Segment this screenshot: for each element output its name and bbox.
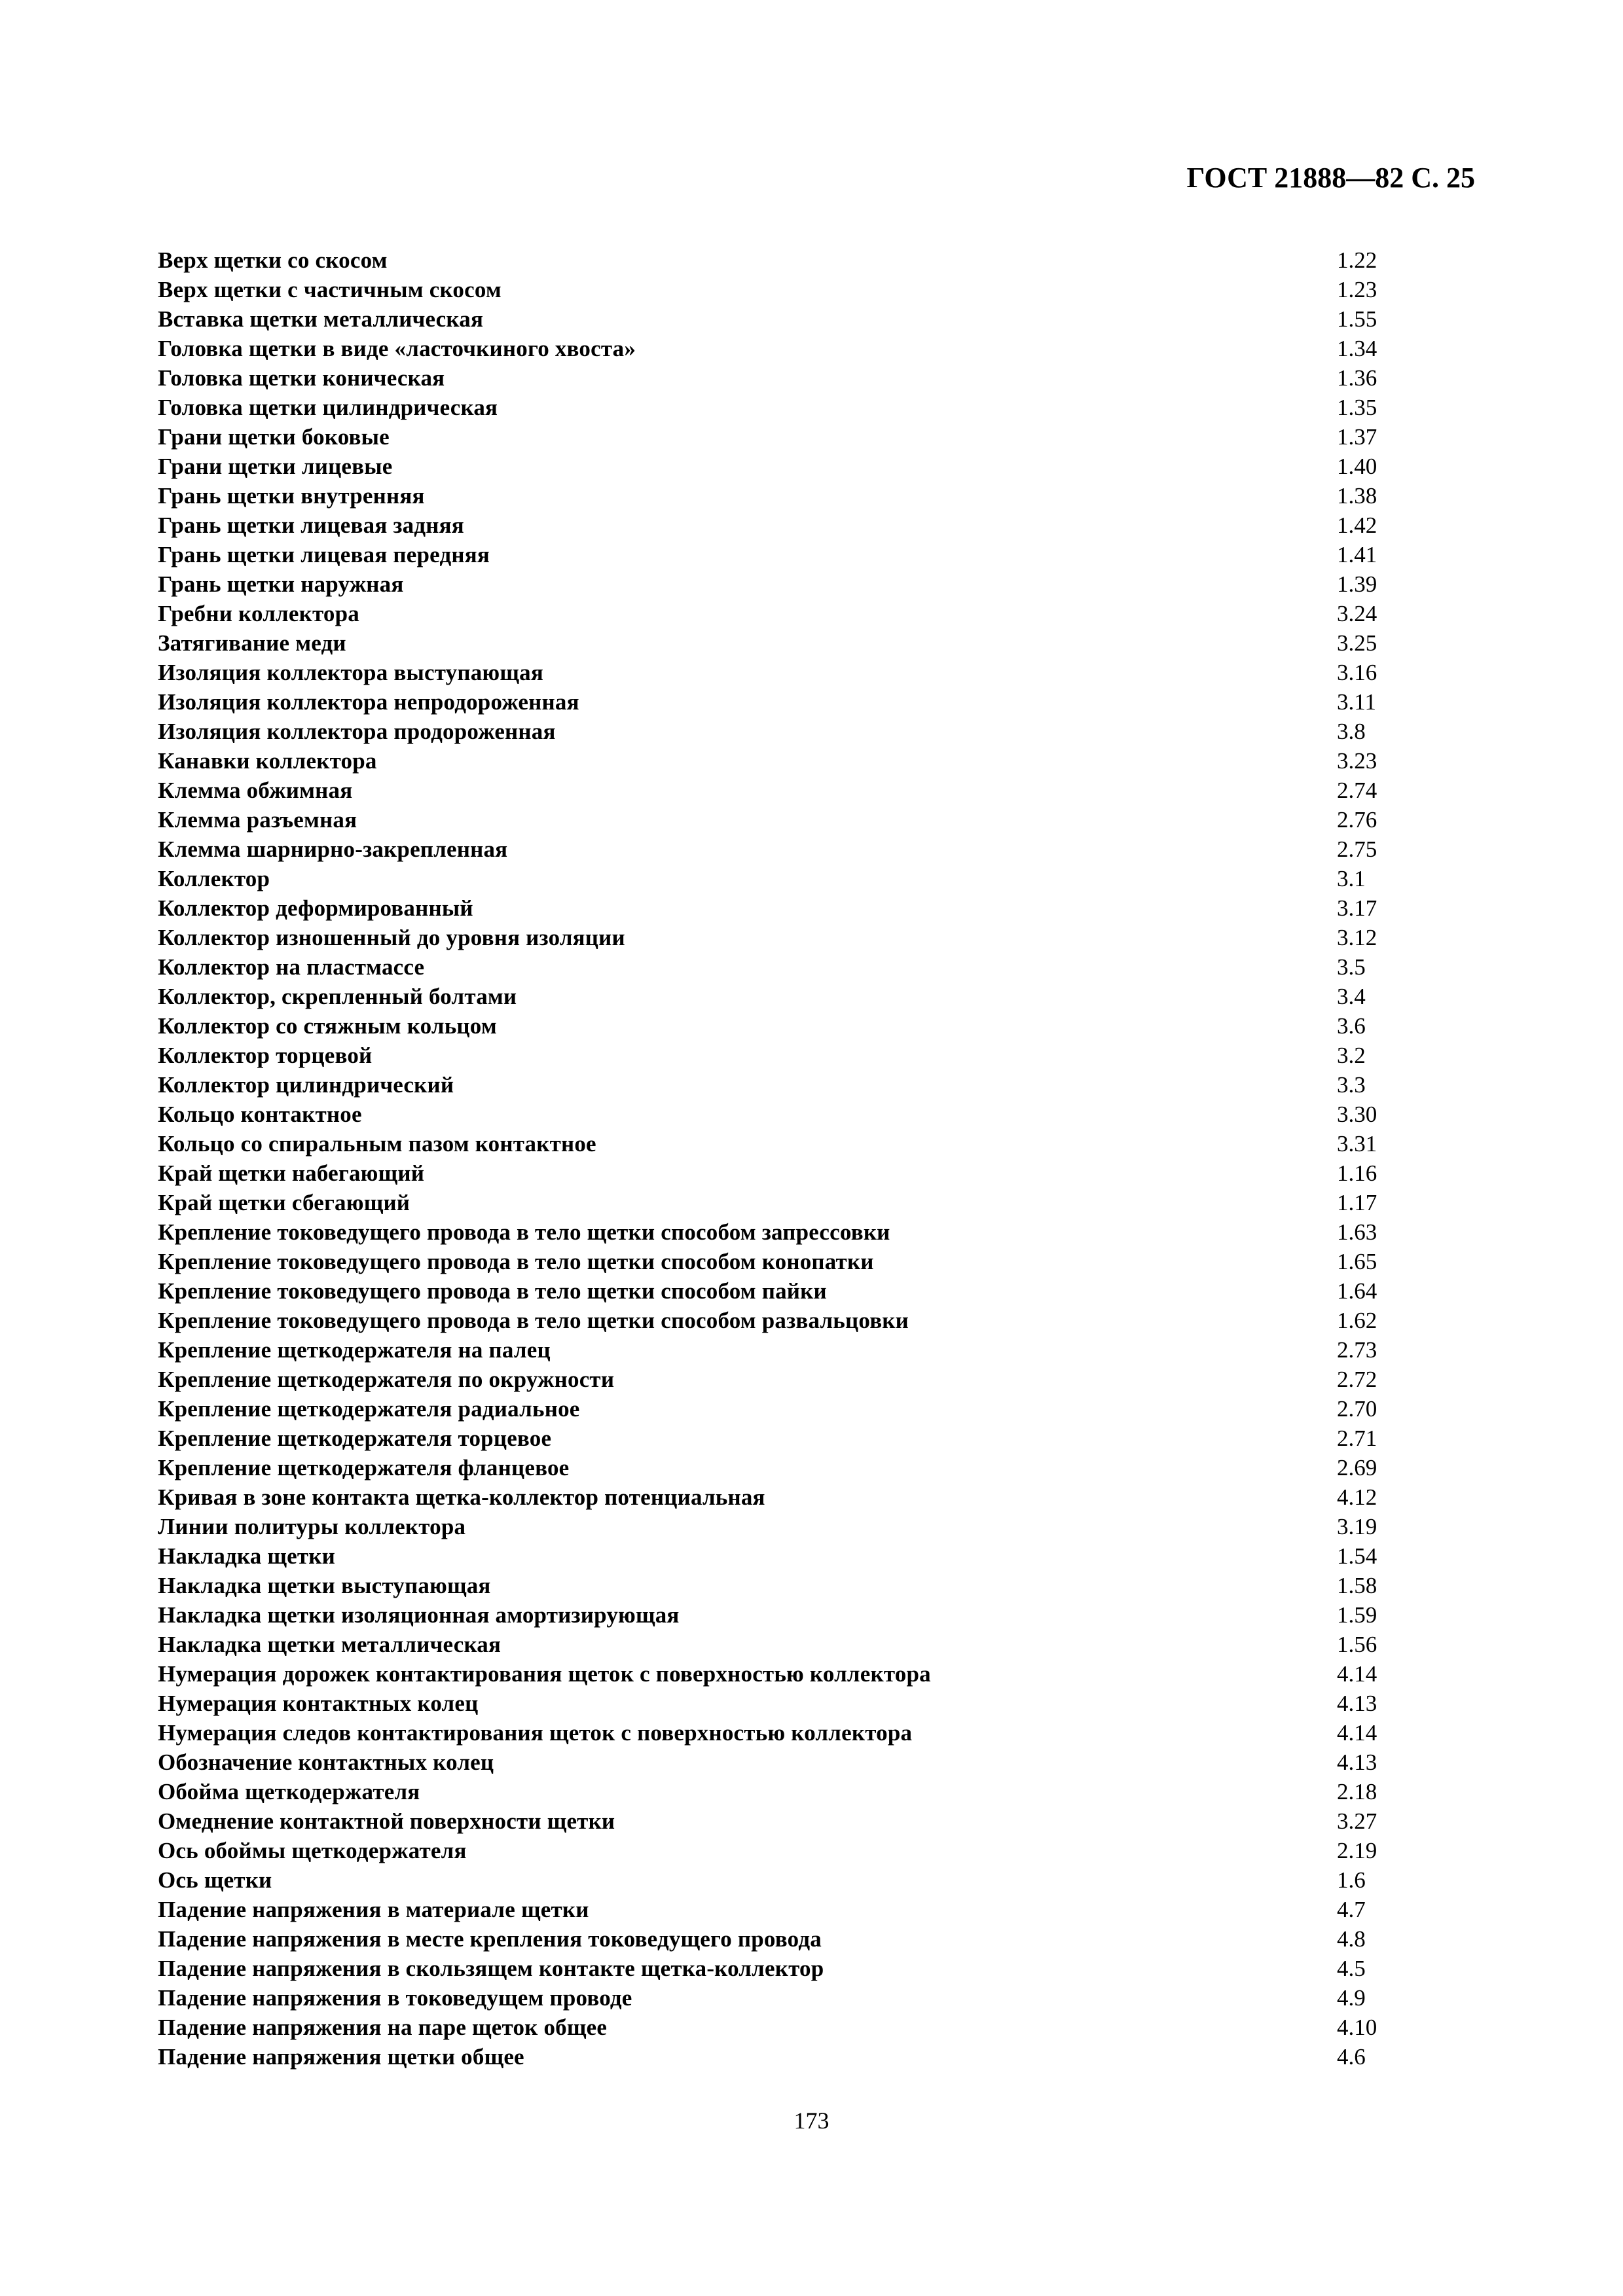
index-ref: 1.58	[1337, 1573, 1377, 1598]
index-ref: 1.62	[1337, 1308, 1377, 1333]
index-entry	[158, 893, 1402, 923]
index-entry	[158, 540, 1402, 569]
index-ref: 1.54	[1337, 1543, 1377, 1569]
index-ref: 4.10	[1337, 2015, 1377, 2040]
index-term: Крепление токоведущего провода в тело щетки способом запрессовки	[158, 1219, 890, 1245]
index-term: Грань щетки лицевая передняя	[158, 542, 490, 567]
index-ref: 4.9	[1337, 1985, 1366, 2011]
index-term: Падение напряжения в скользящем контакте щетка-коллектор	[158, 1956, 824, 1981]
index-entry	[158, 393, 1402, 422]
index-entry	[158, 1895, 1402, 1924]
index-ref: 2.19	[1337, 1838, 1377, 1863]
index-ref: 3.2	[1337, 1043, 1366, 1068]
index-ref: 1.63	[1337, 1219, 1377, 1245]
index-entry	[158, 245, 1402, 275]
index-ref: 1.37	[1337, 424, 1377, 450]
index-ref: 3.3	[1337, 1072, 1366, 1098]
index-ref: 2.72	[1337, 1367, 1377, 1392]
index-term: Грань щетки внутренняя	[158, 483, 425, 509]
index-ref: 1.56	[1337, 1632, 1377, 1657]
index-ref: 4.8	[1337, 1926, 1366, 1952]
index-term: Обойма щеткодержателя	[158, 1779, 420, 1804]
index-entry	[158, 923, 1402, 952]
index-entry	[158, 776, 1402, 805]
index-entry	[158, 982, 1402, 1011]
index-ref: 3.5	[1337, 954, 1366, 980]
index-term: Грани щетки лицевые	[158, 454, 393, 479]
index-ref: 1.42	[1337, 512, 1377, 538]
index-entry	[158, 1365, 1402, 1394]
index-entry	[158, 1983, 1402, 2013]
index-term: Накладка щетки металлическая	[158, 1632, 501, 1657]
index-ref: 1.65	[1337, 1249, 1377, 1274]
index-entry	[158, 864, 1402, 893]
index-entry	[158, 1011, 1402, 1041]
index-entry	[158, 569, 1402, 599]
index-entry	[158, 1836, 1402, 1865]
index-ref: 2.71	[1337, 1426, 1377, 1451]
index-ref: 3.30	[1337, 1102, 1377, 1127]
index-term: Вставка щетки металлическая	[158, 306, 484, 332]
index-ref: 2.74	[1337, 778, 1377, 803]
index-ref: 2.76	[1337, 807, 1377, 833]
index-ref: 3.16	[1337, 660, 1377, 685]
index-entry	[158, 304, 1402, 334]
index-ref: 1.6	[1337, 1867, 1366, 1893]
term-index-list	[158, 245, 1402, 2072]
index-term: Грань щетки лицевая задняя	[158, 512, 464, 538]
index-ref: 1.34	[1337, 336, 1377, 361]
index-term: Крепление щеткодержателя радиальное	[158, 1396, 580, 1422]
index-ref: 1.35	[1337, 395, 1377, 420]
index-entry	[158, 1748, 1402, 1777]
index-term: Коллектор изношенный до уровня изоляции	[158, 925, 625, 950]
index-entry	[158, 1600, 1402, 1630]
index-ref: 1.59	[1337, 1602, 1377, 1628]
index-entry	[158, 422, 1402, 452]
index-term: Ось щетки	[158, 1867, 272, 1893]
index-entry	[158, 1924, 1402, 1954]
index-term: Ось обоймы щеткодержателя	[158, 1838, 467, 1863]
index-entry	[158, 1453, 1402, 1482]
index-entry	[158, 1070, 1402, 1100]
index-entry	[158, 275, 1402, 304]
index-ref: 3.27	[1337, 1808, 1377, 1834]
index-term: Падение напряжения щетки общее	[158, 2044, 524, 2070]
index-term: Грани щетки боковые	[158, 424, 390, 450]
index-entry	[158, 1571, 1402, 1600]
index-ref: 3.23	[1337, 748, 1377, 774]
index-term: Изоляция коллектора продороженная	[158, 719, 556, 744]
index-ref: 3.11	[1337, 689, 1376, 715]
index-term: Линии политуры коллектора	[158, 1514, 466, 1539]
index-term: Клемма разъемная	[158, 807, 357, 833]
index-entry	[158, 1718, 1402, 1748]
index-entry	[158, 717, 1402, 746]
index-entry	[158, 952, 1402, 982]
index-term: Изоляция коллектора непродороженная	[158, 689, 579, 715]
index-entry	[158, 805, 1402, 834]
index-ref: 1.36	[1337, 365, 1377, 391]
index-ref: 4.13	[1337, 1691, 1377, 1716]
index-term: Коллектор со стяжным кольцом	[158, 1013, 497, 1039]
index-entry	[158, 363, 1402, 393]
index-entry	[158, 1541, 1402, 1571]
index-entry	[158, 452, 1402, 481]
index-entry	[158, 1865, 1402, 1895]
index-term: Верх щетки с частичным скосом	[158, 277, 501, 302]
index-entry	[158, 1158, 1402, 1188]
index-ref: 3.4	[1337, 984, 1366, 1009]
index-entry	[158, 746, 1402, 776]
index-term: Изоляция коллектора выступающая	[158, 660, 543, 685]
index-term: Крепление щеткодержателя по окружности	[158, 1367, 615, 1392]
index-entry	[158, 1188, 1402, 1217]
index-ref: 2.75	[1337, 836, 1377, 862]
index-entry	[158, 1306, 1402, 1335]
index-term: Головка щетки коническая	[158, 365, 445, 391]
index-term: Нумерация дорожек контактирования щеток с поверхностью коллектора	[158, 1661, 931, 1687]
index-term: Клемма обжимная	[158, 778, 353, 803]
index-term: Обозначение контактных колец	[158, 1749, 494, 1775]
index-term: Кривая в зоне контакта щетка-коллектор потенциальная	[158, 1484, 765, 1510]
index-term: Коллектор	[158, 866, 270, 891]
index-ref: 4.14	[1337, 1661, 1377, 1687]
index-term: Крепление токоведущего провода в тело щетки способом пайки	[158, 1278, 827, 1304]
index-ref: 1.22	[1337, 247, 1377, 273]
index-ref: 1.39	[1337, 571, 1377, 597]
index-ref: 3.8	[1337, 719, 1366, 744]
index-term: Крепление щеткодержателя фланцевое	[158, 1455, 570, 1480]
index-ref: 4.7	[1337, 1897, 1366, 1922]
index-ref: 3.12	[1337, 925, 1377, 950]
index-term: Коллектор цилиндрический	[158, 1072, 454, 1098]
index-term: Падение напряжения в месте крепления токоведущего провода	[158, 1926, 822, 1952]
index-term: Грань щетки наружная	[158, 571, 404, 597]
index-ref: 4.14	[1337, 1720, 1377, 1746]
index-ref: 3.24	[1337, 601, 1377, 626]
index-term: Крепление щеткодержателя торцевое	[158, 1426, 552, 1451]
index-entry	[158, 511, 1402, 540]
index-ref: 1.38	[1337, 483, 1377, 509]
index-term: Крепление токоведущего провода в тело щетки способом развальцовки	[158, 1308, 909, 1333]
index-term: Коллектор на пластмассе	[158, 954, 425, 980]
index-entry	[158, 687, 1402, 717]
index-entry	[158, 599, 1402, 628]
index-entry	[158, 658, 1402, 687]
index-ref: 3.1	[1337, 866, 1366, 891]
index-ref: 1.64	[1337, 1278, 1377, 1304]
index-term: Клемма шарнирно-закрепленная	[158, 836, 508, 862]
index-term: Затягивание меди	[158, 630, 346, 656]
index-ref: 1.55	[1337, 306, 1377, 332]
index-term: Падение напряжения на паре щеток общее	[158, 2015, 608, 2040]
index-entry	[158, 1276, 1402, 1306]
index-term: Накладка щетки изоляционная амортизирующая	[158, 1602, 680, 1628]
index-entry	[158, 1777, 1402, 1806]
index-ref: 3.6	[1337, 1013, 1366, 1039]
index-entry	[158, 834, 1402, 864]
index-term: Кольцо контактное	[158, 1102, 362, 1127]
index-term: Коллектор торцевой	[158, 1043, 373, 1068]
index-entry	[158, 1424, 1402, 1453]
index-term: Кольцо со спиральным пазом контактное	[158, 1131, 596, 1157]
index-term: Крепление токоведущего провода в тело щетки способом конопатки	[158, 1249, 874, 1274]
index-ref: 2.69	[1337, 1455, 1377, 1480]
index-ref: 2.18	[1337, 1779, 1377, 1804]
index-term: Коллектор деформированный	[158, 895, 473, 921]
index-entry	[158, 1482, 1402, 1512]
index-entry	[158, 1394, 1402, 1424]
index-term: Головка щетки цилиндрическая	[158, 395, 498, 420]
index-entry	[158, 2013, 1402, 2042]
index-ref: 4.6	[1337, 2044, 1366, 2070]
index-term: Коллектор, скрепленный болтами	[158, 984, 517, 1009]
index-ref: 1.40	[1337, 454, 1377, 479]
index-term: Омеднение контактной поверхности щетки	[158, 1808, 615, 1834]
index-term: Нумерация следов контактирования щеток с поверхностью коллектора	[158, 1720, 913, 1746]
index-term: Падение напряжения в материале щетки	[158, 1897, 589, 1922]
index-ref: 4.13	[1337, 1749, 1377, 1775]
index-term: Гребни коллектора	[158, 601, 359, 626]
index-entry	[158, 481, 1402, 511]
index-entry	[158, 1217, 1402, 1247]
index-ref: 1.17	[1337, 1190, 1377, 1215]
index-term: Накладка щетки	[158, 1543, 336, 1569]
index-entry	[158, 628, 1402, 658]
index-entry	[158, 1041, 1402, 1070]
index-term: Верх щетки со скосом	[158, 247, 388, 273]
index-term: Край щетки сбегающий	[158, 1190, 410, 1215]
index-ref: 3.19	[1337, 1514, 1377, 1539]
index-term: Головка щетки в виде «ласточкиного хвоста»	[158, 336, 636, 361]
index-entry	[158, 2042, 1402, 2072]
index-ref: 3.17	[1337, 895, 1377, 921]
index-term: Канавки коллектора	[158, 748, 377, 774]
index-entry	[158, 1335, 1402, 1365]
index-entry	[158, 1630, 1402, 1659]
index-ref: 4.5	[1337, 1956, 1366, 1981]
index-term: Накладка щетки выступающая	[158, 1573, 491, 1598]
index-term: Нумерация контактных колец	[158, 1691, 479, 1716]
index-ref: 1.23	[1337, 277, 1377, 302]
index-term: Падение напряжения в токоведущем проводе	[158, 1985, 632, 2011]
index-ref: 1.41	[1337, 542, 1377, 567]
index-entry	[158, 1806, 1402, 1836]
index-ref: 1.16	[1337, 1160, 1377, 1186]
index-entry	[158, 1129, 1402, 1158]
page-header: ГОСТ 21888—82 С. 25	[1186, 162, 1475, 194]
index-ref: 2.70	[1337, 1396, 1377, 1422]
index-ref: 3.31	[1337, 1131, 1377, 1157]
index-entry	[158, 1659, 1402, 1689]
index-entry	[158, 1689, 1402, 1718]
page-number: 173	[793, 2108, 830, 2134]
index-entry	[158, 1100, 1402, 1129]
index-entry	[158, 334, 1402, 363]
index-entry	[158, 1512, 1402, 1541]
index-term: Край щетки набегающий	[158, 1160, 425, 1186]
index-term: Крепление щеткодержателя на палец	[158, 1337, 551, 1363]
index-entry	[158, 1954, 1402, 1983]
index-entry	[158, 1247, 1402, 1276]
index-ref: 2.73	[1337, 1337, 1377, 1363]
index-ref: 3.25	[1337, 630, 1377, 656]
index-ref: 4.12	[1337, 1484, 1377, 1510]
